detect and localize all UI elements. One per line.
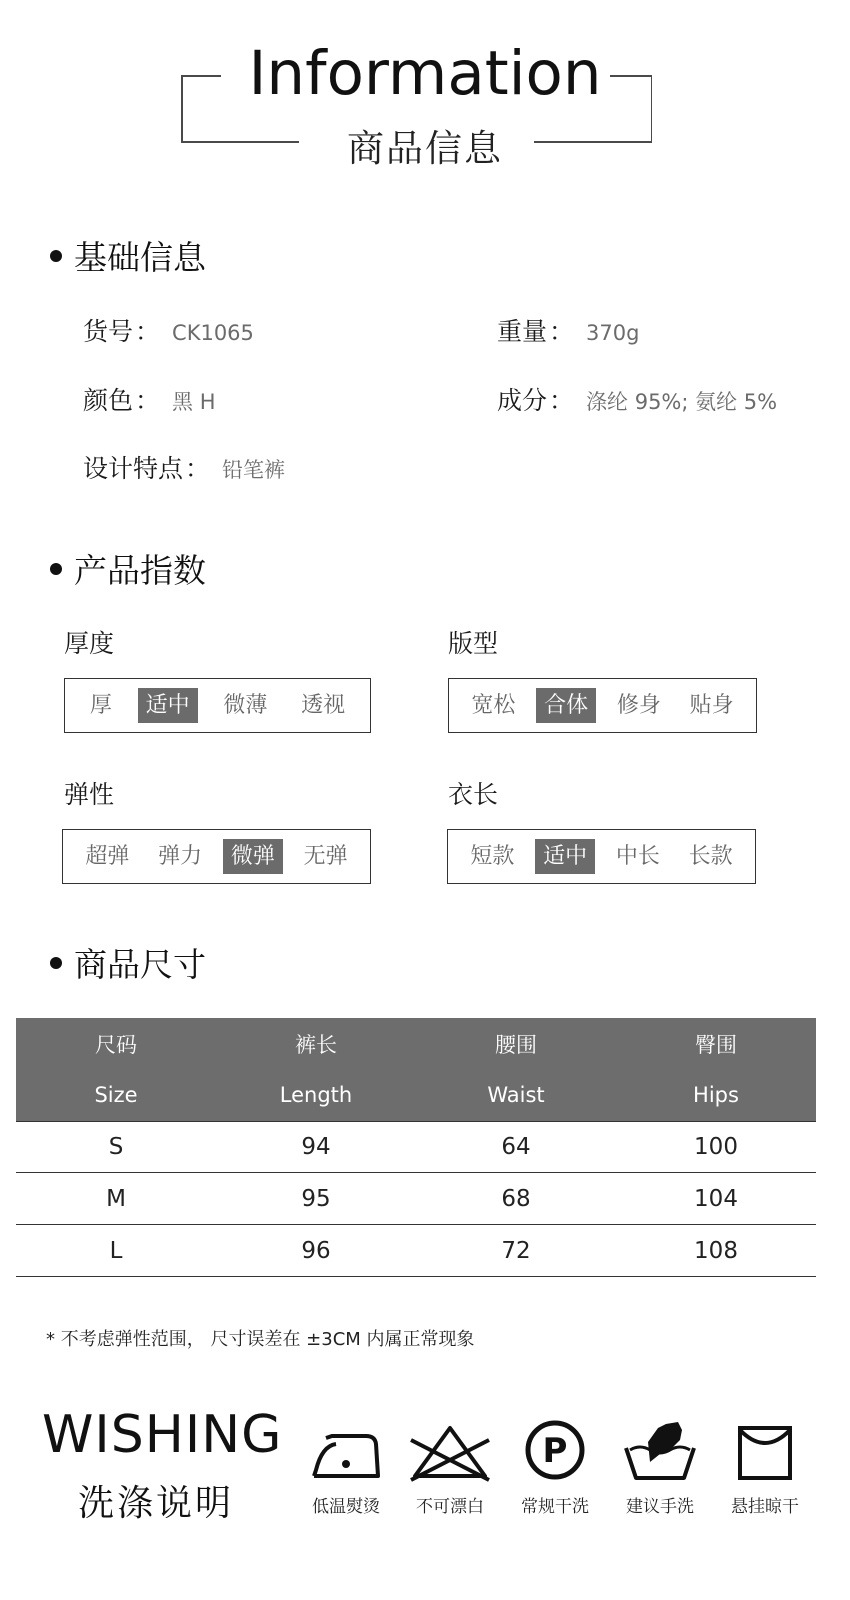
index-option-selected: 适中 [138,688,198,723]
header-row-cn [16,1018,816,1069]
svg-text:P: P [542,1431,568,1471]
care-label: 常规干洗 [521,1497,589,1517]
no-bleach-icon [405,1418,495,1482]
column-header: Hips [693,1082,739,1107]
care-item-hang-dry [715,1418,815,1517]
table-row [16,1225,816,1277]
table-cell: 64 [501,1134,531,1160]
index-option: 长款 [688,844,733,869]
header-row-en [16,1069,816,1120]
index-box-fit [448,678,757,733]
info-weight: 重量： 370g [497,317,640,346]
index-option: 中长 [615,844,660,869]
info-composition: 成分： 涤纶 95%; 氨纶 5% [497,386,778,415]
table-row [16,1121,816,1173]
hang-dry-icon [730,1418,800,1482]
washing-subtitle: 洗涤说明 [78,1483,235,1524]
table-header [16,1018,816,1121]
page-subtitle: 商品信息 [347,127,503,170]
info-item-no: 货号： CK1065 [83,317,254,346]
table-cell: M [106,1185,126,1212]
care-label: 建议手洗 [626,1497,694,1517]
care-label: 不可漂白 [416,1497,484,1517]
index-label-thickness: 厚度 [64,629,115,658]
washing-title: WISHING [42,1405,283,1465]
care-label: 悬挂晾干 [731,1497,799,1517]
low-temp-iron-icon [306,1418,386,1482]
column-header: Waist [487,1082,545,1107]
care-item-dry-clean [505,1418,605,1517]
care-item-no-bleach [400,1418,500,1517]
column-header: 臀围 [695,1032,737,1057]
index-option: 弹力 [158,844,203,869]
index-box-length [447,829,756,884]
table-cell: 94 [301,1134,331,1160]
index-option: 超弹 [85,844,130,869]
dry-clean-icon [520,1418,590,1482]
column-header: 腰围 [495,1032,537,1057]
column-header: 尺码 [95,1032,137,1057]
table-cell: 72 [501,1237,531,1264]
index-option-selected: 适中 [535,839,595,874]
column-header: 裤长 [295,1032,337,1057]
index-label-fit: 版型 [448,629,499,658]
index-option-selected: 合体 [536,688,596,723]
info-value: 黑 H [172,390,216,414]
section-title: 基础信息 [74,238,206,277]
index-option: 厚 [89,693,112,718]
index-option: 微薄 [223,693,268,718]
info-value: 370g [586,321,640,345]
section-title: 商品尺寸 [74,945,206,984]
index-option-selected: 微弹 [223,839,283,874]
section-title: 产品指数 [74,551,206,590]
section-product-index [50,545,206,592]
info-value: 涤纶 95%; 氨纶 5% [586,390,778,414]
column-header: Length [279,1082,353,1107]
care-item-hand-wash [610,1418,710,1517]
column-header: Size [94,1082,138,1107]
table-cell: 96 [301,1237,331,1264]
bullet-dot [50,250,62,262]
index-option: 修身 [616,693,661,718]
table-cell: L [109,1237,123,1264]
info-value: CK1065 [172,321,254,345]
size-note: * 不考虑弹性范围， 尺寸误差在 ±3CM 内属正常现象 [46,1329,475,1350]
info-value: 铅笔裤 [222,458,286,482]
care-item-iron [296,1418,396,1517]
index-option: 贴身 [689,693,734,718]
index-option: 无弹 [303,844,348,869]
index-label-length: 衣长 [448,780,499,809]
index-label-elasticity: 弹性 [64,780,115,809]
bullet-dot [50,957,62,969]
page-title: Information [248,38,602,109]
table-cell: 68 [501,1185,531,1212]
table-cell: 100 [694,1134,738,1160]
index-box-elasticity [62,829,371,884]
info-design: 设计特点： 铅笔裤 [83,454,286,483]
bullet-dot [50,563,62,575]
table-row [16,1173,816,1225]
index-option: 透视 [301,693,346,718]
size-table [16,1018,816,1277]
section-basic-info [50,232,206,279]
table-cell: 104 [694,1185,738,1212]
info-color: 颜色： 黑 H [83,386,216,415]
hand-wash-icon [620,1418,700,1482]
section-size [50,939,206,986]
table-cell: 108 [694,1237,738,1264]
table-cell: S [108,1134,124,1160]
index-option: 短款 [470,844,515,869]
table-cell: 95 [301,1185,331,1212]
index-option: 宽松 [471,693,516,718]
care-label: 低温熨烫 [312,1497,380,1517]
index-box-thickness [64,678,371,733]
